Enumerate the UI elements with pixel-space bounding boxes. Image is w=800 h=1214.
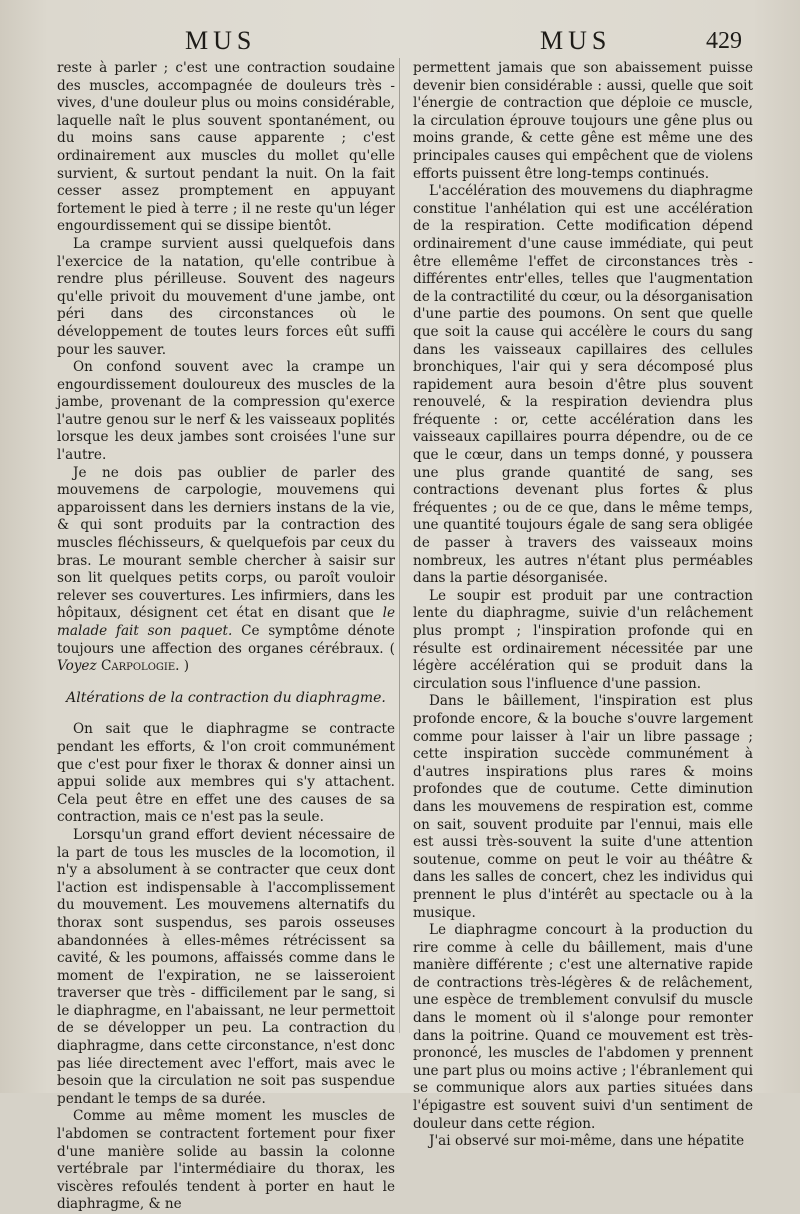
column-divider: [399, 58, 400, 1033]
paragraph: J'ai observé sur moi-même, dans une hépatite: [429, 1133, 745, 1150]
paragraph: Lorsqu'un grand effort devient nécessaire de la part de tous les muscles de la locomotion, il n'y a absolument à se contracter que ceux dont l'action est indispensable à l'accomplissement du mouvement. Les mouvemens alternatifs du thorax sont suspendus, ses parois osseuses abandonnées à elles-mêmes rétrécissent sa cavité, & les poumons, affaissés comme dans le moment de l'expiration, ne se laisseroient traverser que très - difficilement par le sang, si le diaphragme, en l'abaissant, ne leur permettoit de se développer un peu. La contraction du diaphragme, dans cette circonstance, n'est donc pas liée directement avec l'effort, mais avec le besoin que la circulation ne soit pas suspendue pendant le temps de sa durée.: [57, 826, 395, 1107]
section-subheading: Altérations de la contraction du diaphragme.: [66, 689, 386, 706]
page-number: 429: [706, 28, 742, 54]
running-head-left: MUS: [185, 26, 257, 55]
paragraph: Le diaphragme concourt à la production du rire comme à celle du bâillement, mais d'une manière différente ; c'est une alternative rapide de contractions très-légères & de relâchement, une espèce de tremblement convulsif du muscle dans le moment où il s'alonge pour remonter dans la poitrine. Quand ce mouvement est très-prononcé, les muscles de l'abdomen y prennent une part plus ou moins active ; l'ébranlement qui se communique alors aux parties situées dans l'épigastre est souvent suivi d'un sentiment de douleur dans cette région.: [413, 922, 753, 1132]
paragraph-text: Ce symptôme dénote toujours une affection des organes cérébraux. (: [57, 623, 395, 657]
paragraph: L'accélération des mouvemens du diaphragme constitue l'anhélation qui est une accélération de la respiration. Cette modification dépend ordinairement d'une cause immédiate, qui peut être ellemême l'effet de circonstances très - différentes entr'elles, telles que l'augmentation de la contractilité du cœur, ou la désorganisation d'une partie des poumons. On sent que quelle que soit la cause qui accélère le cours du sang dans les vaisseaux capillaires des cellules bronchiques, l'air qui y sera décomposé plus rapidement aura besoin d'être plus souvent renouvelé, & la respiration deviendra plus fréquente : or, cette accélération dans les vaisseaux capillaires pourra dépendre, ou de ce que le cœur, dans un temps donné, y poussera une plus grande quantité de sang, ses contractions devenant plus fortes & plus fréquentes ; ou de ce que, dans le même temps, une quantité toujours égale de sang sera obligée de passer à travers des vaisseaux moins nombreux, les autres n'étant plus perméables dans la partie désorganisée.: [413, 183, 753, 587]
paragraph-text: Je ne dois pas oublier de parler des mouvemens de carpologie, mouvemens qui apparoissent dans les derniers instans de la vie, & qui sont produits par la contraction des muscles fléchisseurs, & quelquefois par ceux du bras. Le mourant semble chercher à saisir sur son lit quelques petits corps, ou paroît vouloir relever ses couvertures. Les infirmiers, dans les hôpitaux, désignent cet état en disant que: [57, 464, 395, 622]
left-column: [57, 60, 395, 1214]
paragraph: La crampe survient aussi quelquefois dans l'exercice de la natation, qu'elle contribue à rendre plus périlleuse. Souvent des nageurs qu'elle privoit du mouvement d'une jambe, ont péri dans des circonstances où le développement de toutes leurs forces eût suffi pour les sauver.: [57, 235, 395, 358]
paragraph: On confond souvent avec la crampe un engourdissement douloureux des muscles de la jambe, provenant de la compression qu'exerce l'autre genou sur le nerf & les vaisseaux poplités lorsque les deux jambes sont croisées l'une sur l'autre.: [57, 359, 395, 464]
paragraph: permettent jamais que son abaissement puisse devenir bien considérable : aussi, quelle que soit l'énergie de contraction que déploie ce muscle, la circulation éprouve toujours une gêne plus ou moins grande, & cette gêne est même une des principales causes qui empêchent que de violens efforts puissent être long-temps continués.: [413, 60, 753, 182]
cross-reference-target: Carpologie.: [100, 658, 180, 675]
paragraph: On sait que le diaphragme se contracte pendant les efforts, & l'on croit communément que c'est pour fixer le thorax & donner ainsi un appui solide aux membres qui s'y attachent. Cela peut être en effet une des causes de sa contraction, mais ce n'est pas la seule.: [57, 721, 395, 826]
paragraph: reste à parler ; c'est une contraction soudaine des muscles, accompagnée de douleurs très - vives, d'une douleur plus ou moins considérable, laquelle naît le plus souvent spontanément, ou du moins sans cause apparente ; c'est ordinairement aux muscles du mollet qu'elle survient, & surtout pendant la nuit. On la fait cesser assez promptement en appuyant fortement le pied à terre ; il ne reste qu'un léger engourdissement qui se dissipe bientôt.: [57, 60, 395, 235]
italic-quote: le malade fait son paquet.: [57, 605, 395, 639]
cross-reference-voyez: Voyez: [57, 658, 97, 675]
running-head-right: MUS: [540, 26, 612, 55]
running-head: [0, 26, 800, 56]
paragraph: [57, 465, 395, 676]
paragraph: Comme au même moment les muscles de l'abdomen se contractent fortement pour fixer d'une manière solide au bassin la colonne vertébrale par l'intermédiaire du thorax, les viscères refoulés tendent à porter en haut le diaphragme, & ne: [57, 1108, 395, 1213]
paragraph: Dans le bâillement, l'inspiration est plus profonde encore, & la bouche s'ouvre largement comme pour laisser à l'air un libre passage ; cette inspiration succède communément à d'autres inspirations plus rares & moins profondes que de coutume. Cette diminution dans les mouvemens de respiration est, comme on sait, souvent produite par l'ennui, mais elle est aussi très-souvent la suite d'une attention soutenue, comme on peut le voir au théâtre & dans les salles de concert, chez les individus qui prennent le plus d'intérêt au spectacle ou à la musique.: [413, 693, 753, 921]
paragraph-text: ): [183, 658, 190, 675]
paragraph: Le soupir est produit par une contraction lente du diaphragme, suivie d'un relâchement plus prompt ; l'inspiration profonde qui en résulte est ordinairement nécessitée par une légère accélération qui se produit dans la circulation sous l'influence d'une passion.: [413, 587, 753, 692]
right-column: [413, 60, 753, 1151]
